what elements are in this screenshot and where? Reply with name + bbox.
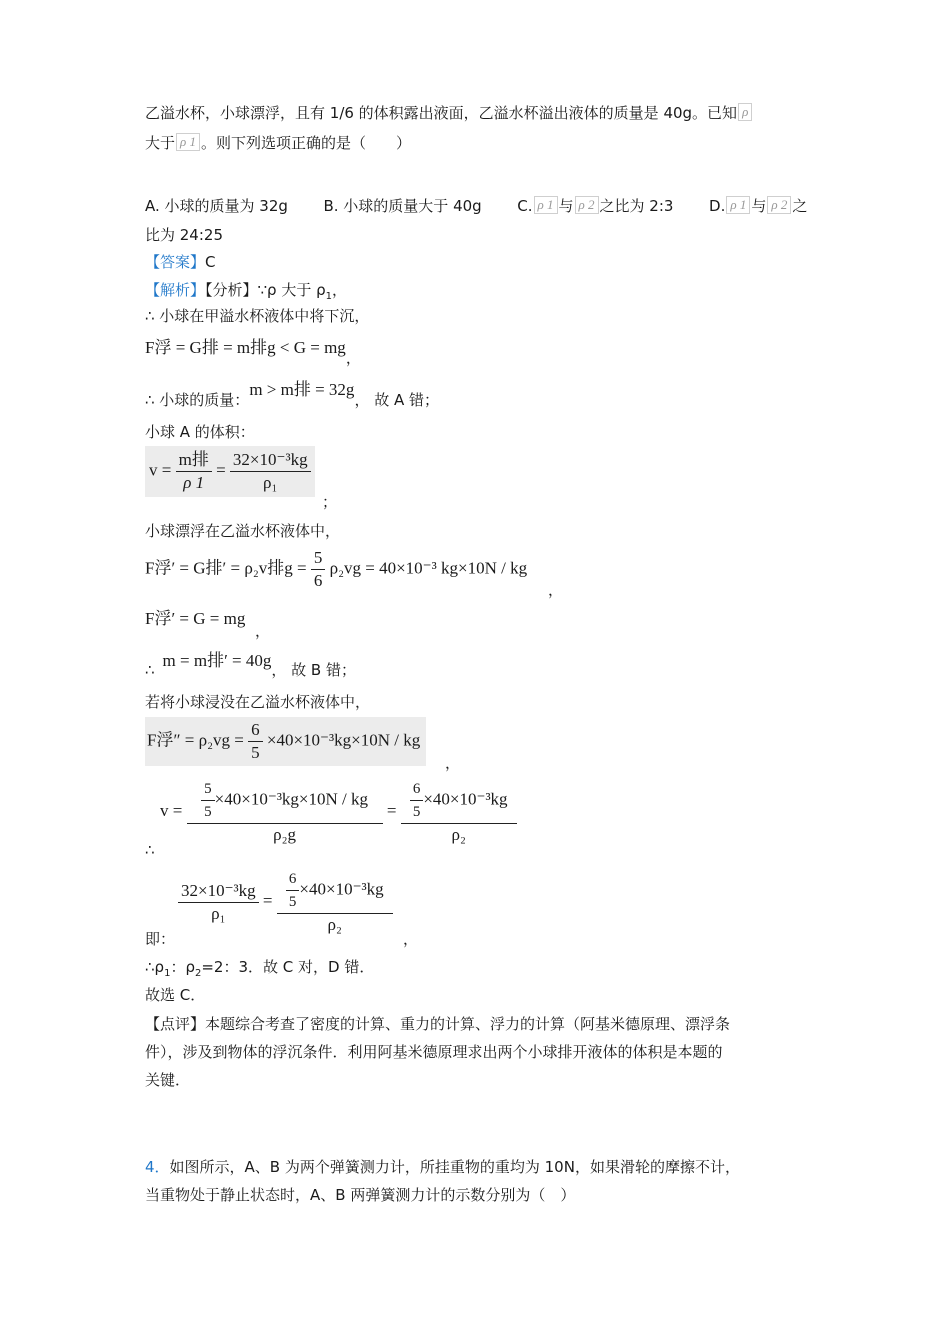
choose-line: 故选 C． xyxy=(145,986,206,1004)
options-line xyxy=(145,196,807,216)
mass-line: ∴ 小球的质量：m > m排 = 32g， 故 A 错； xyxy=(145,380,440,409)
review-line-3: 关键． xyxy=(145,1071,191,1089)
equation-5-end: ， xyxy=(445,754,461,772)
option-a: A. 小球的质量为 32g xyxy=(145,197,288,215)
option-c: C. ρ 1 与 ρ 2 之比为 2:3 xyxy=(517,197,674,215)
immerse-label: 若将小球浸没在乙溢水杯液体中， xyxy=(145,693,371,711)
volume-end: ； xyxy=(322,493,338,511)
answer-line xyxy=(145,252,216,272)
review-line-2: 件），涉及到物体的浮沉条件．利用阿基米德原理求出两个小球排开液体的体积是本题的 xyxy=(145,1043,723,1061)
equation-4: m = m排′ = 40g xyxy=(162,651,272,670)
analysis-sink: ∴ 小球在甲溢水杯液体中将下沉， xyxy=(145,307,370,325)
rho-image: ρ xyxy=(738,103,752,121)
equation-4-line: ∴ m = m排′ = 40g， 故 B 错； xyxy=(145,651,356,679)
ratio-line: $\therefore\rho_1$：$\rho_2=2$：3．故 C 对，D 错． xyxy=(145,958,375,979)
equation-1: F浮 = G排 = m排g < G = mg， xyxy=(145,338,361,367)
analysis-label: 【解析】 xyxy=(145,281,206,299)
volume-label: 小球 A 的体积： xyxy=(145,423,255,441)
float-label: 小球漂浮在乙溢水杯液体中， xyxy=(145,522,341,540)
equation-6-therefore: ∴ xyxy=(145,841,155,859)
equation-3-end: ， xyxy=(255,622,271,640)
question-4-line-2: 当重物处于静止状态时，A、B 两弹簧测力计的示数分别为（ ） xyxy=(145,1186,576,1204)
mass-equation: m > m排 = 32g xyxy=(249,380,355,399)
answer-value: C xyxy=(205,253,216,271)
equation-3: F浮′ = G = mg xyxy=(145,609,246,628)
equation-7-end: ， xyxy=(403,930,419,948)
intro-line-2: 大于 ρ 1 。则下列选项正确的是（ ） xyxy=(145,134,412,152)
rho1-image: ρ 1 xyxy=(176,133,200,151)
option-d-continued: 比为 24:25 xyxy=(145,226,223,244)
answer-label: 【答案】 xyxy=(145,253,206,271)
equation-7: $\frac{\text{32×10⁻³kg}}{\text{ρ₁}}$ = $\frac{6}{5}$ ×40×10⁻³kg ρ₂ xyxy=(178,868,393,936)
equation-5: F浮″ = ρ₂vg = $\frac{6}{5}$ ×40×10⁻³kg×10N / kg xyxy=(145,717,426,766)
option-d: D. ρ 1 与 ρ 2 之 xyxy=(709,197,808,215)
analysis-intro: 【解析】【分析】∵ρ 大于 $\rho_1$， xyxy=(145,281,348,302)
question-number: 4． xyxy=(145,1158,170,1176)
equation-7-label: 即： xyxy=(145,930,176,948)
review-label: 【点评】 xyxy=(145,1015,206,1033)
volume-equation: v = $\frac{\text{m排}}{\rho 1}$ = $\frac{\text{32×10⁻³kg}}{\text{ρ₁}}$ xyxy=(145,446,315,497)
review-line-1: 【点评】本题综合考查了密度的计算、重力的计算、浮力的计算（阿基米德原理、漂浮条 xyxy=(145,1015,731,1033)
equation-6: v = $\frac{5}{5}$ ×40×10⁻³kg×10N / kg ρ₂g = $\frac{6}{5}$ ×40×10⁻³kg ρ₂ xyxy=(160,778,517,846)
equation-2: F浮′ = G排′ = ρ₂v排g = $\frac{5}{6}$ ρ₂vg = 40×10⁻³ kg×10N / kg xyxy=(145,548,528,590)
intro-line-1: 乙溢水杯，小球漂浮，且有 1/6 的体积露出液面，乙溢水杯溢出液体的质量是 40g。已知 ρ xyxy=(145,103,753,123)
question-4-line-1: 4．如图所示，A、B 为两个弹簧测力计，所挂重物的重均为 10N，如果滑轮的摩擦不计， xyxy=(145,1158,740,1176)
equation-2-end: ， xyxy=(548,581,564,599)
option-b: B. 小球的质量大于 40g xyxy=(323,197,482,215)
